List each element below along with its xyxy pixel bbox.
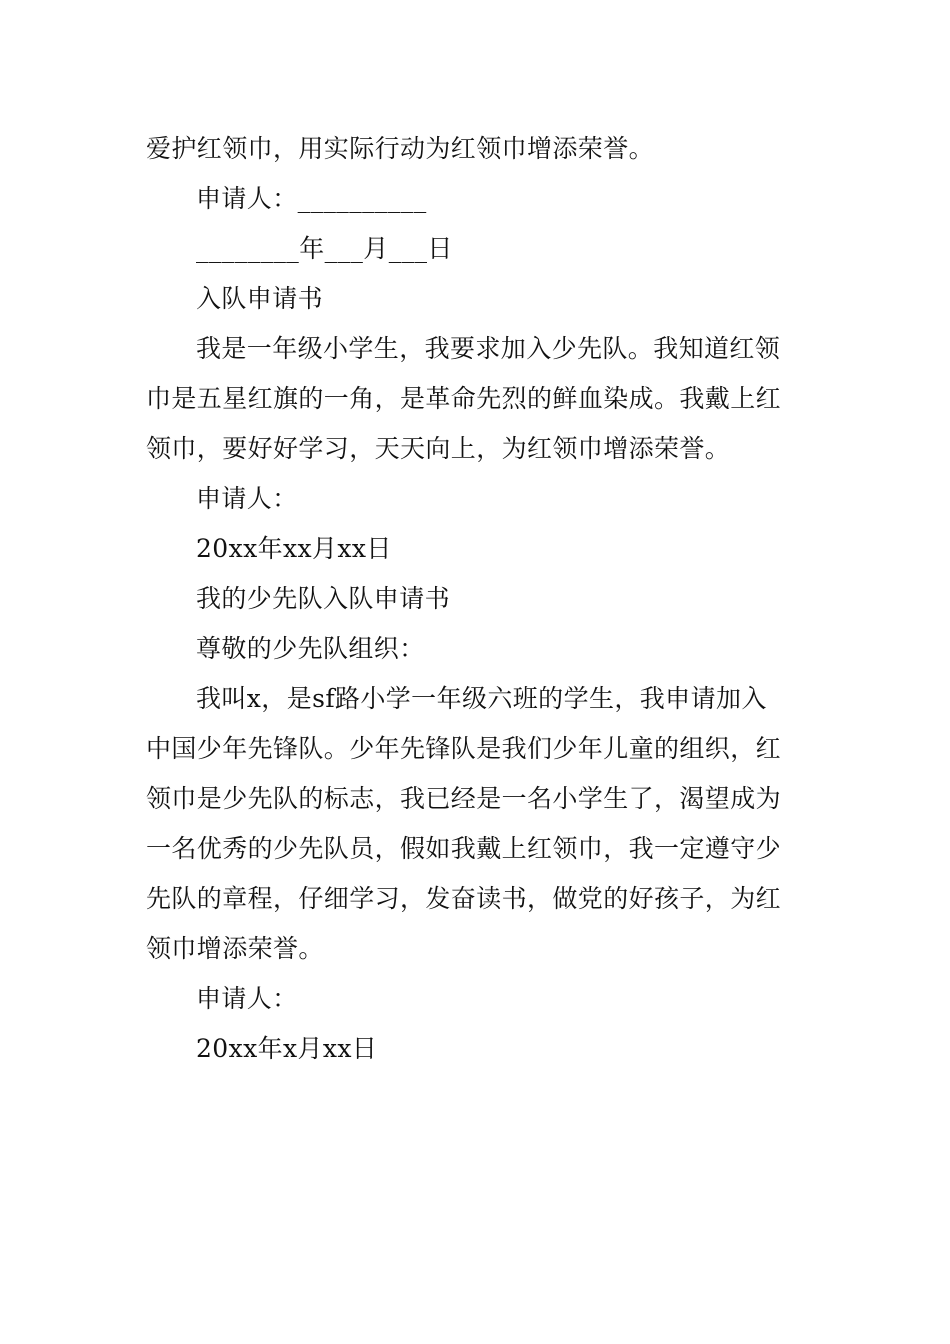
- paragraph-line: 我叫x，是sf路小学一年级六班的学生，我申请加入: [196, 684, 767, 713]
- applicant-line: 申请人：__________: [196, 184, 427, 213]
- section-title: 我的少先队入队申请书: [196, 584, 451, 613]
- applicant-line: 申请人：: [196, 984, 298, 1013]
- paragraph-line: 巾是五星红旗的一角，是革命先烈的鲜血染成。我戴上红: [146, 384, 782, 413]
- paragraph-line: 中国少年先锋队。少年先锋队是我们少年儿童的组织，红: [146, 734, 782, 763]
- applicant-line: 申请人：: [196, 484, 298, 513]
- paragraph-line: 领巾增添荣誉。: [146, 934, 324, 963]
- date-line: 20xx年x月xx日: [196, 1034, 378, 1063]
- salutation-line: 尊敬的少先队组织：: [196, 634, 425, 663]
- paragraph-line: 领巾，要好好学习，天天向上，为红领巾增添荣誉。: [146, 434, 731, 463]
- paragraph-line: 我是一年级小学生，我要求加入少先队。我知道红领: [196, 334, 781, 363]
- section-title: 入队申请书: [196, 284, 324, 313]
- paragraph-line: 一名优秀的少先队员，假如我戴上红领巾，我一定遵守少: [146, 834, 782, 863]
- paragraph-line: 先队的章程，仔细学习，发奋读书，做党的好孩子，为红: [146, 884, 782, 913]
- date-line: 20xx年xx月xx日: [196, 534, 392, 563]
- paragraph-line: 爱护红领巾，用实际行动为红领巾增添荣誉。: [146, 134, 655, 163]
- paragraph-line: 领巾是少先队的标志，我已经是一名小学生了，渴望成为: [146, 784, 782, 813]
- date-line: ________年___月___日: [196, 234, 453, 263]
